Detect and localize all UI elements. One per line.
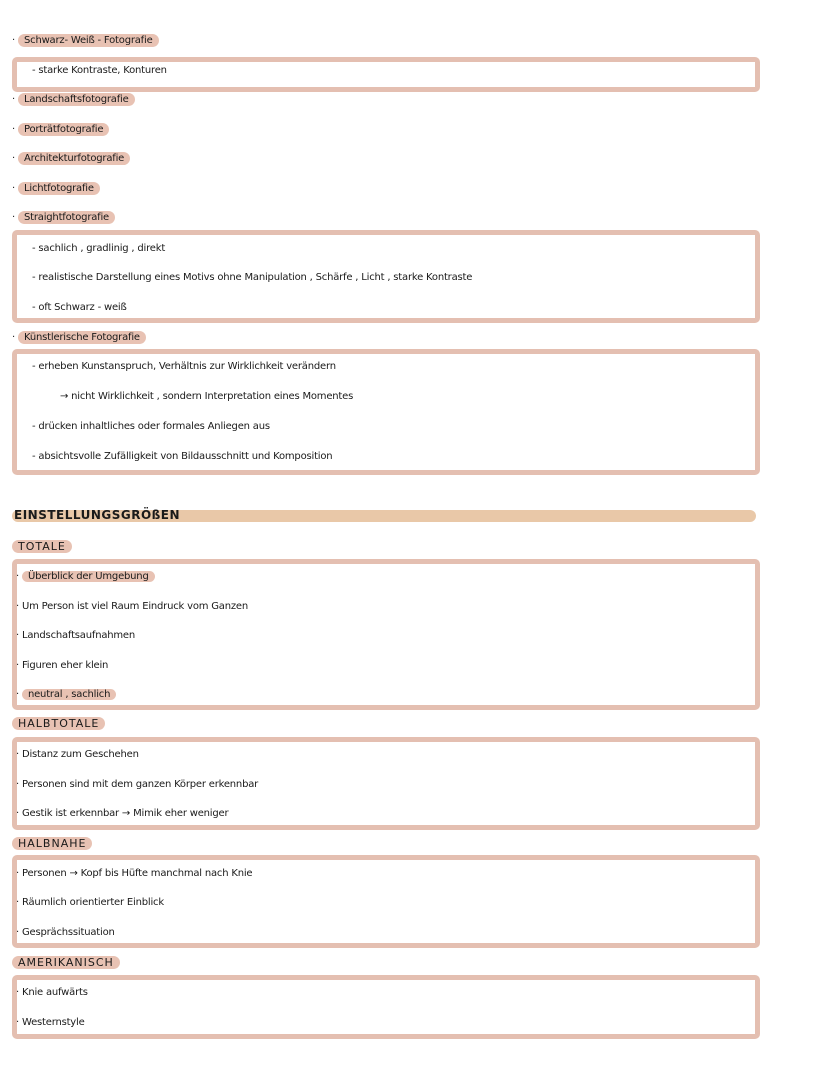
subsection-title-amerikanisch: AMERIKANISCH xyxy=(12,956,120,969)
type-heading-straight: Straightfotografie xyxy=(18,211,115,224)
detail-line: - absichtsvolle Zufälligkeit von Bildausschnitt und Komposition xyxy=(32,451,333,462)
bullet: · xyxy=(12,332,16,343)
bullet: · xyxy=(12,153,16,164)
list-item: · Gestik ist erkennbar → Mimik eher weniger xyxy=(16,808,229,819)
section-title: EINSTELLUNGSGRÖßEN xyxy=(14,508,181,522)
list-item: · Gesprächssituation xyxy=(16,927,115,938)
list-item-text: Personen sind mit dem ganzen Körper erkennbar xyxy=(21,779,259,790)
list-item: · Um Person ist viel Raum Eindruck vom Ganzen xyxy=(16,601,249,612)
list-item-text: neutral , sachlich xyxy=(22,689,116,700)
type-heading-portraet: Porträtfotografie xyxy=(18,123,109,136)
list-item: · Überblick der Umgebung xyxy=(16,570,155,583)
subsection-title-totale: TOTALE xyxy=(12,540,72,553)
type-heading-kuenstlerisch: Künstlerische Fotografie xyxy=(18,331,146,344)
detail-line: - drücken inhaltliches oder formales Anliegen aus xyxy=(32,421,270,432)
list-item-text: Knie aufwärts xyxy=(21,987,88,998)
type-heading-licht: Lichtfotografie xyxy=(18,182,100,195)
list-item: · neutral , sachlich xyxy=(16,688,116,701)
list-item-text: Westernstyle xyxy=(21,1017,85,1028)
bullet: · xyxy=(12,94,16,105)
list-item: · Landschaftsaufnahmen xyxy=(16,630,136,641)
bullet: · xyxy=(12,183,16,194)
list-item: · Knie aufwärts xyxy=(16,987,88,998)
list-item-text: Gesprächssituation xyxy=(21,927,115,938)
detail-line: - oft Schwarz - weiß xyxy=(32,302,127,313)
bullet: · xyxy=(12,35,16,46)
list-item: · Personen → Kopf bis Hüfte manchmal nach Knie xyxy=(16,868,253,879)
bullet: · xyxy=(12,212,16,223)
list-item: · Figuren eher klein xyxy=(16,660,109,671)
list-item-text: Figuren eher klein xyxy=(21,660,109,671)
list-item-text: Distanz zum Geschehen xyxy=(21,749,139,760)
detail-line: - sachlich , gradlinig , direkt xyxy=(32,243,166,254)
content-box-amerikanisch xyxy=(12,975,760,1039)
list-item-text: Personen → Kopf bis Hüfte manchmal nach Knie xyxy=(21,868,253,879)
subsection-title-halbnahe: HALBNAHE xyxy=(12,837,92,850)
bullet: · xyxy=(12,124,16,135)
detail-line: - erheben Kunstanspruch, Verhältnis zur Wirklichkeit verändern xyxy=(32,361,336,372)
detail-line: → nicht Wirklichkeit , sondern Interpretation eines Momentes xyxy=(60,391,354,402)
list-item-text: Landschaftsaufnahmen xyxy=(21,630,136,641)
list-item: · Distanz zum Geschehen xyxy=(16,749,139,760)
list-item-text: Gestik ist erkennbar → Mimik eher weniger xyxy=(21,808,229,819)
detail-line: - realistische Darstellung eines Motivs ohne Manipulation , Schärfe , Licht , starke Kontraste xyxy=(32,272,473,283)
list-item: · Räumlich orientierter Einblick xyxy=(16,897,164,908)
type-heading-schwarz-weiss: Schwarz- Weiß - Fotografie xyxy=(18,34,159,47)
subsection-title-halbtotale: HALBTOTALE xyxy=(12,717,105,730)
list-item-text: Räumlich orientierter Einblick xyxy=(21,897,164,908)
type-heading-landschaft: Landschaftsfotografie xyxy=(18,93,135,106)
type-heading-architektur: Architekturfotografie xyxy=(18,152,130,165)
list-item-text: Um Person ist viel Raum Eindruck vom Ganzen xyxy=(21,601,249,612)
detail-line: - starke Kontraste, Konturen xyxy=(32,65,167,76)
list-item: · Personen sind mit dem ganzen Körper erkennbar xyxy=(16,779,259,790)
list-item-text: Überblick der Umgebung xyxy=(22,571,155,582)
list-item: · Westernstyle xyxy=(16,1017,85,1028)
